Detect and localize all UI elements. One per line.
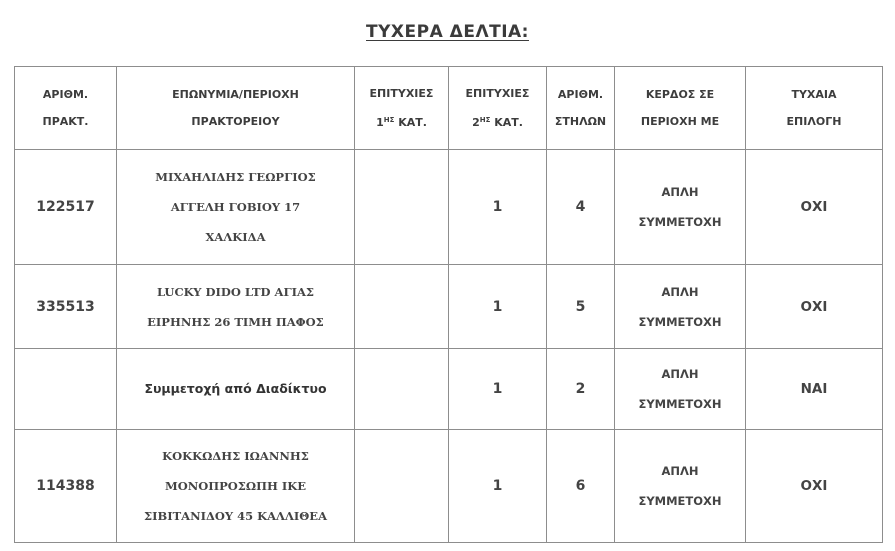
table-row: [15, 349, 883, 430]
hits-cat1: [355, 349, 449, 430]
profit-area: ΑΠΛΗ ΣΥΜΜΕΤΟΧΗ: [615, 430, 746, 543]
table-row: [15, 430, 883, 543]
hits-cat1: [355, 150, 449, 265]
agency-name: Συμμετοχή από Διαδίκτυο: [117, 349, 355, 430]
header-profit-area: ΚΕΡΔΟΣ ΣΕ ΠΕΡΙΟΧΗ ΜΕ: [615, 67, 746, 150]
column-count: 4: [547, 150, 615, 265]
header-row: [15, 67, 883, 150]
profit-area: ΑΠΛΗ ΣΥΜΜΕΤΟΧΗ: [615, 150, 746, 265]
header-agency-code: ΑΡΙΘΜ. ΠΡΑΚΤ.: [15, 67, 117, 150]
random-pick: ΟΧΙ: [746, 430, 883, 543]
random-pick: ΟΧΙ: [746, 265, 883, 349]
agency-code: 122517: [15, 150, 117, 265]
agency-name: LUCKY DIDO LTD ΑΓΙΑΣ ΕΙΡΗΝΗΣ 26 ΤΙΜΗ ΠΑΦΟΣ: [117, 265, 355, 349]
profit-area: ΑΠΛΗ ΣΥΜΜΕΤΟΧΗ: [615, 349, 746, 430]
winning-tickets-table: [14, 66, 883, 543]
agency-name: ΜΙΧΑΗΛΙΔΗΣ ΓΕΩΡΓΙΟΣ ΑΓΓΕΛΗ ΓΟΒΙΟΥ 17 ΧΑΛΚΙΔΑ: [117, 150, 355, 265]
column-count: 5: [547, 265, 615, 349]
hits-cat2: 1: [449, 265, 547, 349]
profit-area: ΑΠΛΗ ΣΥΜΜΕΤΟΧΗ: [615, 265, 746, 349]
agency-code: 335513: [15, 265, 117, 349]
agency-code: 114388: [15, 430, 117, 543]
random-pick: ΝΑΙ: [746, 349, 883, 430]
hits-cat1: [355, 265, 449, 349]
table-row: [15, 150, 883, 265]
hits-cat2: 1: [449, 430, 547, 543]
agency-name: ΚΟΚΚΩΔΗΣ ΙΩΑΝΝΗΣ ΜΟΝΟΠΡΟΣΩΠΗ ΙΚΕ ΣΙΒΙΤΑΝΙΔΟΥ 45 ΚΑΛΛΙΘΕΑ: [117, 430, 355, 543]
hits-cat2: 1: [449, 150, 547, 265]
page-title: ΤΥΧΕΡΑ ΔΕΛΤΙΑ:: [366, 22, 529, 42]
hits-cat2: 1: [449, 349, 547, 430]
header-agency-name: ΕΠΩΝΥΜΙΑ/ΠΕΡΙΟΧΗ ΠΡΑΚΤΟΡΕΙΟΥ: [117, 67, 355, 150]
header-random-pick: ΤΥΧΑΙΑ ΕΠΙΛΟΓΗ: [746, 67, 883, 150]
column-count: 2: [547, 349, 615, 430]
column-count: 6: [547, 430, 615, 543]
header-columns: ΑΡΙΘΜ. ΣΤΗΛΩΝ: [547, 67, 615, 150]
hits-cat1: [355, 430, 449, 543]
agency-code: [15, 349, 117, 430]
random-pick: ΟΧΙ: [746, 150, 883, 265]
header-hits-cat2: ΕΠΙΤΥΧΙΕΣ $2^{H\Sigma}$ ΚΑΤ.: [449, 67, 547, 150]
table-row: [15, 265, 883, 349]
header-hits-cat1: ΕΠΙΤΥΧΙΕΣ $1^{H\Sigma}$ ΚΑΤ.: [355, 67, 449, 150]
